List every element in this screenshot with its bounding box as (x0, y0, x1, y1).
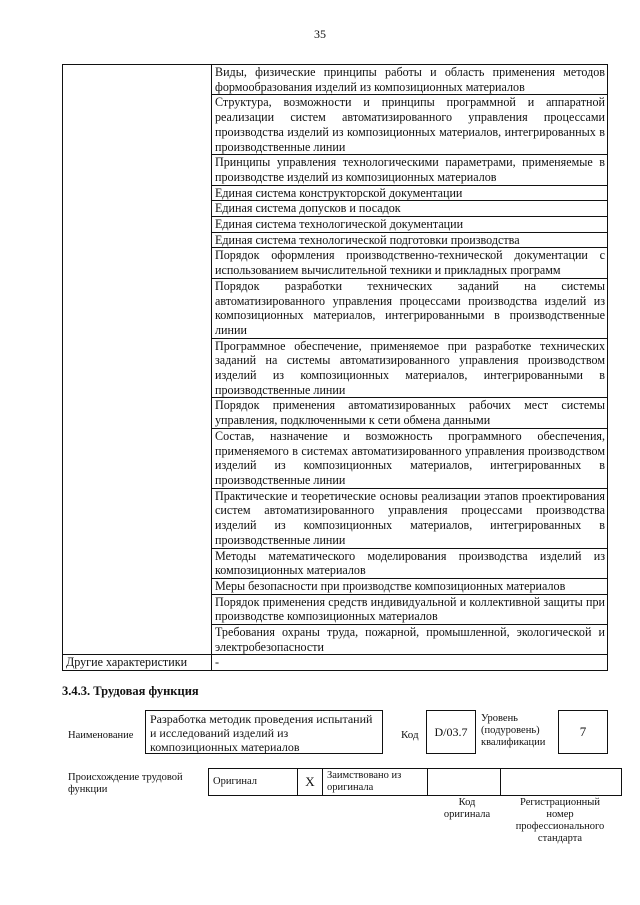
code-value: D/03.7 (426, 710, 476, 754)
original-label: Оригинал (209, 769, 298, 796)
knowledge-item: Принципы управления технологическими параметрами, применяемые в производстве изделий из композиционных материалов (212, 155, 608, 185)
qualification-level-value: 7 (558, 710, 608, 754)
blank-label-cell (63, 65, 212, 655)
knowledge-item: Меры безопасности при производстве композиционных материалов (212, 578, 608, 594)
original-mark: X (298, 769, 323, 796)
table-row (63, 655, 608, 671)
borrowed-label: Заимствовано из оригинала (323, 769, 428, 796)
origin-label: Происхождение трудовой функции (68, 772, 183, 795)
page-number: 35 (314, 27, 326, 41)
qualification-level-label: Уровень (подуровень) квалификации (481, 713, 546, 748)
knowledge-item: Требования охраны труда, пожарной, промышленной, экологической и электробезопасности (212, 625, 608, 655)
knowledge-item: Порядок применения автоматизированных рабочих мест системы управления, подключенными к сети обмена данными (212, 398, 608, 428)
origin-table (208, 768, 622, 796)
reg-number-cell (501, 769, 622, 796)
knowledge-item: Структура, возможности и принципы программной и аппаратной реализации систем автоматизированного управления процессами производства изделий из композиционных материалов, интегрированных в производственные линии (212, 95, 608, 155)
knowledge-item: Состав, назначение и возможность программного обеспечения, применяемого в системах автоматизированного управления производством изделий из композиционных материалов, интегрированных в производственные линии (212, 428, 608, 488)
knowledge-item: Единая система технологической подготовки производства (212, 232, 608, 248)
section-heading: 3.4.3. Трудовая функция (62, 684, 199, 698)
knowledge-item: Программное обеспечение, применяемое при разработке технических заданий на системы автоматизированного управления производством изделий из композиционных материалов, интегрированными в производственные линии (212, 338, 608, 398)
knowledge-item: Порядок оформления производственно-технической документации с использованием вычислительной техники и прикладных программ (212, 248, 608, 278)
reg-number-label: Регистрационный номер профессионального стандарта (515, 797, 605, 844)
other-characteristics-label: Другие характеристики (63, 655, 212, 671)
knowledge-item: Единая система технологической документации (212, 217, 608, 233)
code-label: Код (401, 729, 419, 741)
code-original-cell (428, 769, 501, 796)
knowledge-item: Порядок разработки технических заданий на системы автоматизированного управления процессами производства изделий из композиционных материалов, интегрированными в производственные линии (212, 278, 608, 338)
name-label: Наименование (68, 730, 134, 741)
knowledge-item: Порядок применения средств индивидуальной и коллективной защиты при производстве композиционных материалов (212, 594, 608, 624)
knowledge-item: Виды, физические принципы работы и область применения методов формообразования изделий из композиционных материалов (212, 65, 608, 95)
other-characteristics-value: - (212, 655, 608, 671)
code-original-label: Код оригинала (443, 797, 491, 820)
knowledge-item: Единая система конструкторской документации (212, 185, 608, 201)
function-name-value: Разработка методик проведения испытаний и исследований изделий из композиционных материалов (145, 710, 383, 754)
requirements-table (62, 64, 608, 671)
knowledge-item: Единая система допусков и посадок (212, 201, 608, 217)
knowledge-item: Практические и теоретические основы реализации этапов проектирования систем автоматизированного управления процессами производства изделий из композиционных материалов, интегрированных в производственные линии (212, 488, 608, 548)
knowledge-item: Методы математического моделирования производства изделий из композиционных материалов (212, 548, 608, 578)
table-row (63, 65, 608, 95)
